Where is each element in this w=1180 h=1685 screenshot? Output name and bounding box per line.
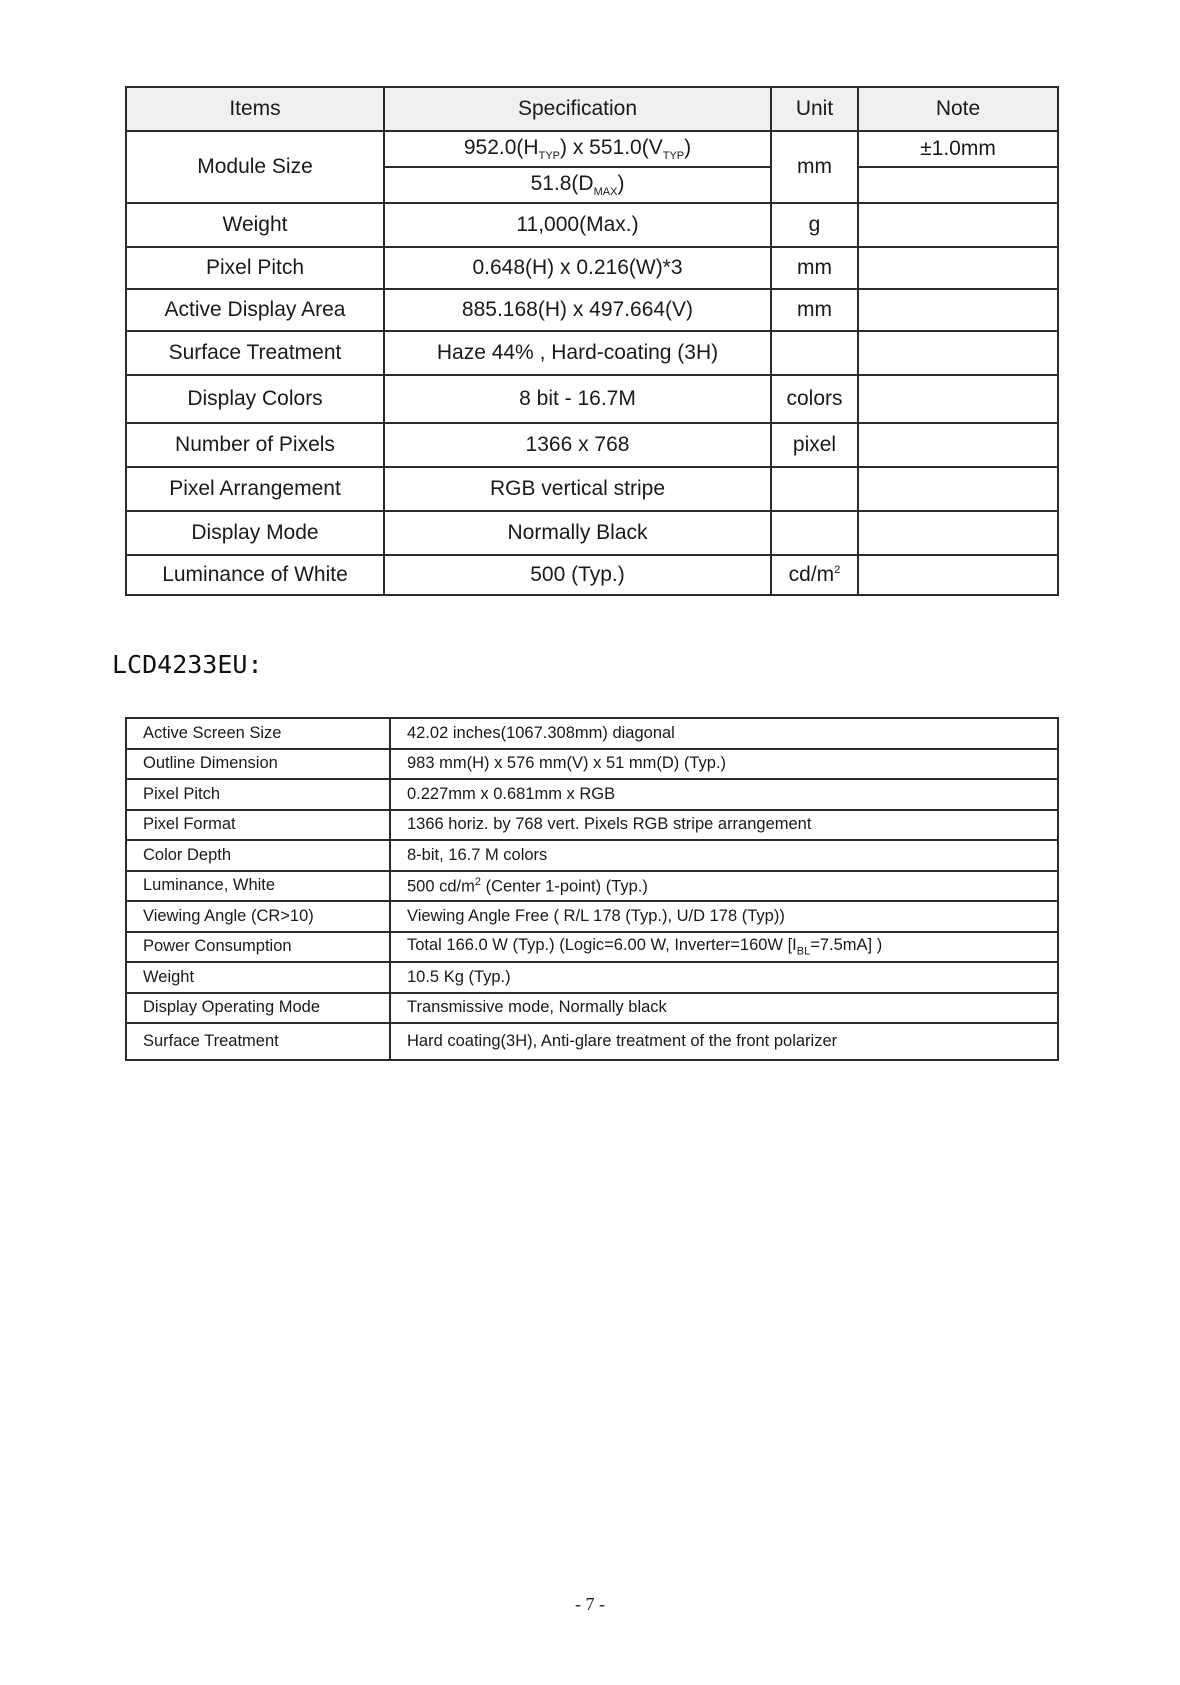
label-cell: Luminance, White — [126, 871, 390, 902]
spec-module-size-hv: $952.0(H_{TYP})$ x $551.0(V_{TYP})$ — [384, 131, 771, 167]
value-cell: 42.02 inches(1067.308mm) diagonal — [390, 718, 1058, 749]
table-row — [126, 993, 1058, 1024]
spec-cell: 11,000(Max.) — [384, 203, 771, 247]
table-row — [126, 203, 1058, 247]
header-note: Note — [858, 87, 1058, 131]
value-cell: 10.5 Kg (Typ.) — [390, 962, 1058, 993]
item-cell: Display Colors — [126, 375, 384, 423]
value-cell: 500 $cd/m^2$ (Center 1-point) (Typ.) — [390, 871, 1058, 902]
table-row — [126, 871, 1058, 902]
unit-cell: mm — [771, 289, 858, 331]
spec-cell: Haze 44% , Hard-coating (3H) — [384, 331, 771, 375]
spec-luminance: 500 (Typ.) — [384, 555, 771, 595]
item-cell: Display Mode — [126, 511, 384, 555]
label-cell: Active Screen Size — [126, 718, 390, 749]
table-row — [126, 749, 1058, 780]
spec-cell: 8 bit - 16.7M — [384, 375, 771, 423]
table-row — [126, 467, 1058, 511]
table-row — [126, 289, 1058, 331]
unit-cell: pixel — [771, 423, 858, 467]
table-row — [126, 810, 1058, 841]
table-row — [126, 423, 1058, 467]
table-row — [126, 779, 1058, 810]
spec-cell: Normally Black — [384, 511, 771, 555]
header-row — [126, 87, 1058, 131]
lcd4233eu-table — [125, 717, 1059, 1061]
label-cell: Weight — [126, 962, 390, 993]
unit-cell — [771, 511, 858, 555]
spec-cell: 0.648(H) x 0.216(W)*3 — [384, 247, 771, 289]
note-cell — [858, 467, 1058, 511]
note-cell — [858, 289, 1058, 331]
label-cell: Surface Treatment — [126, 1023, 390, 1060]
unit-module-size: mm — [771, 131, 858, 203]
note-module-size: ±1.0mm — [858, 131, 1058, 167]
unit-cell: mm — [771, 247, 858, 289]
table-row — [126, 555, 1058, 595]
spec-module-size-depth: $51.8(D_{MAX})$ — [384, 167, 771, 203]
note-luminance — [858, 555, 1058, 595]
page-number: - 7 - — [575, 1594, 605, 1614]
item-luminance: Luminance of White — [126, 555, 384, 595]
value-cell: Viewing Angle Free ( R/L 178 (Typ.), U/D 178 (Typ)) — [390, 901, 1058, 932]
label-cell: Display Operating Mode — [126, 993, 390, 1024]
value-cell: Transmissive mode, Normally black — [390, 993, 1058, 1024]
table-row — [126, 511, 1058, 555]
unit-luminance: $cd/m^2$ — [771, 555, 858, 595]
note-cell — [858, 511, 1058, 555]
unit-cell: g — [771, 203, 858, 247]
header-specification: Specification — [384, 87, 771, 131]
table-row — [126, 840, 1058, 871]
item-cell: Active Display Area — [126, 289, 384, 331]
value-cell: 8-bit, 16.7 M colors — [390, 840, 1058, 871]
item-cell: Pixel Arrangement — [126, 467, 384, 511]
table-row — [126, 932, 1058, 963]
specification-table — [125, 86, 1059, 596]
value-cell: 1366 horiz. by 768 vert. Pixels RGB stripe arrangement — [390, 810, 1058, 841]
unit-cell: colors — [771, 375, 858, 423]
value-cell: 983 mm(H) x 576 mm(V) x 51 mm(D) (Typ.) — [390, 749, 1058, 780]
table-row — [126, 247, 1058, 289]
note-cell — [858, 423, 1058, 467]
item-module-size: Module Size — [126, 131, 384, 203]
item-cell: Weight — [126, 203, 384, 247]
label-cell: Power Consumption — [126, 932, 390, 963]
value-cell: 0.227mm x 0.681mm x RGB — [390, 779, 1058, 810]
label-cell: Outline Dimension — [126, 749, 390, 780]
item-cell: Number of Pixels — [126, 423, 384, 467]
header-items: Items — [126, 87, 384, 131]
label-cell: Color Depth — [126, 840, 390, 871]
label-cell: Viewing Angle (CR>10) — [126, 901, 390, 932]
note-empty — [858, 167, 1058, 203]
note-cell — [858, 247, 1058, 289]
model-heading: LCD4233EU: — [112, 650, 263, 679]
table-row — [126, 962, 1058, 993]
header-unit: Unit — [771, 87, 858, 131]
label-cell: Pixel Format — [126, 810, 390, 841]
note-cell — [858, 203, 1058, 247]
table-row — [126, 1023, 1058, 1060]
unit-cell — [771, 331, 858, 375]
item-cell: Surface Treatment — [126, 331, 384, 375]
table-row — [126, 718, 1058, 749]
value-cell: Hard coating(3H), Anti-glare treatment of the front polarizer — [390, 1023, 1058, 1060]
spec-cell: RGB vertical stripe — [384, 467, 771, 511]
table-row — [126, 901, 1058, 932]
item-cell: Pixel Pitch — [126, 247, 384, 289]
note-cell — [858, 375, 1058, 423]
note-cell — [858, 331, 1058, 375]
label-cell: Pixel Pitch — [126, 779, 390, 810]
table-row — [126, 331, 1058, 375]
value-cell: Total 166.0 W (Typ.) (Logic=6.00 W, Inverter=160W $[I_{BL}=7.5mA]$ ) — [390, 932, 1058, 963]
table-row — [126, 375, 1058, 423]
spec-cell: 885.168(H) x 497.664(V) — [384, 289, 771, 331]
unit-cell — [771, 467, 858, 511]
spec-cell: 1366 x 768 — [384, 423, 771, 467]
table-row — [126, 131, 1058, 167]
